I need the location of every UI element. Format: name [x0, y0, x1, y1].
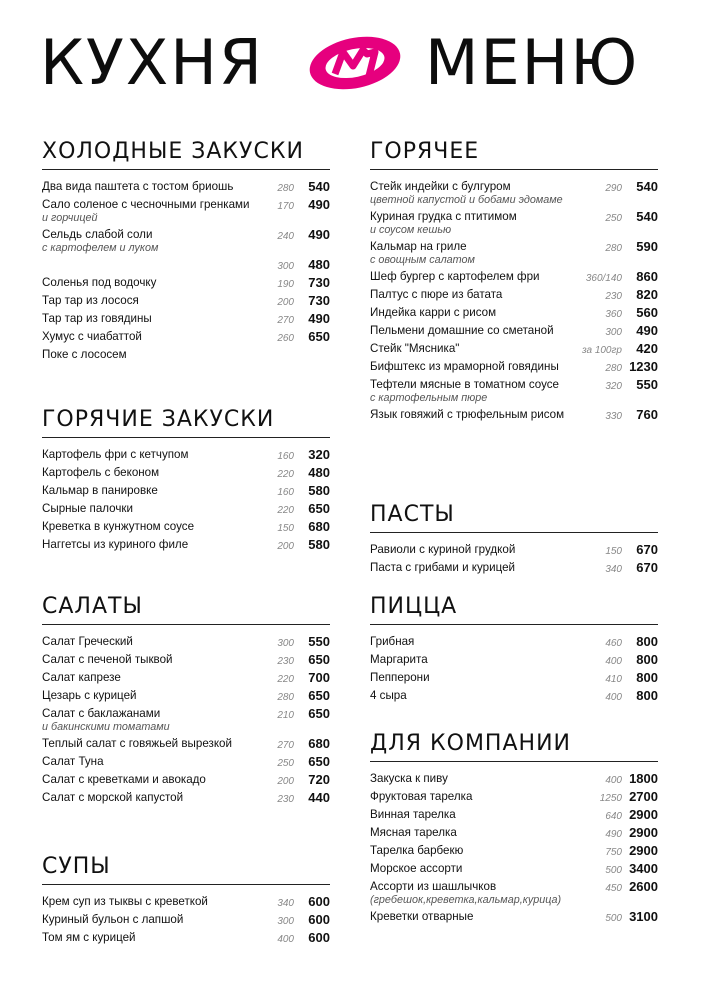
item-price: 720	[308, 772, 330, 787]
section-title: ГОРЯЧЕЕ	[370, 135, 658, 170]
item-weight: 640	[605, 811, 622, 822]
menu-item	[370, 649, 658, 667]
menu-item	[42, 667, 330, 685]
item-name: Крем суп из тыквы с креветкой	[42, 895, 208, 908]
menu-item	[42, 254, 330, 272]
menu-section	[370, 590, 658, 703]
item-weight: 160	[277, 451, 294, 462]
item-name: Теплый салат с говяжьей вырезкой	[42, 737, 232, 750]
item-weight: 170	[277, 201, 294, 212]
item-price: 730	[308, 293, 330, 308]
item-name: Морское ассорти	[370, 862, 463, 875]
item-weight: 240	[277, 231, 294, 242]
menu-item	[42, 498, 330, 516]
item-name: Салат с креветками и авокадо	[42, 773, 206, 786]
item-name: Сельдь слабой соли	[42, 228, 153, 241]
item-name: Маргарита	[370, 653, 428, 666]
item-weight: 300	[277, 916, 294, 927]
menu-item	[42, 326, 330, 344]
item-price: 650	[308, 688, 330, 703]
menu-item	[370, 667, 658, 685]
item-price: 2600	[629, 879, 658, 894]
item-weight: 270	[277, 740, 294, 751]
item-name: Фруктовая тарелка	[370, 790, 473, 803]
item-name: Язык говяжий с трюфельным рисом	[370, 408, 565, 421]
item-weight: 250	[605, 213, 622, 224]
item-price: 680	[308, 736, 330, 751]
menu-item	[42, 290, 330, 308]
menu-section	[42, 135, 330, 362]
item-weight: 220	[277, 505, 294, 516]
item-weight: 220	[277, 469, 294, 480]
menu-item	[370, 631, 658, 649]
item-name: Паста с грибами и курицей	[370, 561, 516, 574]
item-price: 3100	[629, 909, 658, 924]
item-name: Стейк индейки с булгуром	[370, 180, 511, 193]
item-price: 800	[636, 634, 658, 649]
item-description: с овощным салатом	[370, 254, 475, 266]
item-price: 490	[636, 323, 658, 338]
menu-item	[42, 444, 330, 462]
menu-item	[42, 176, 330, 194]
item-price: 2900	[629, 843, 658, 858]
item-weight: 400	[605, 656, 622, 667]
item-name: Салат с морской капустой	[42, 791, 184, 804]
menu-item	[370, 320, 658, 338]
item-weight: 290	[605, 183, 622, 194]
item-name: Грибная	[370, 635, 415, 648]
item-name: Цезарь с курицей	[42, 689, 137, 702]
item-price: 1230	[629, 359, 658, 374]
item-weight: 280	[605, 243, 622, 254]
item-name: Картофель фри с кетчупом	[42, 448, 189, 461]
menu-item	[370, 266, 658, 284]
item-price: 480	[308, 257, 330, 272]
item-name: Тар тар из говядины	[42, 312, 152, 325]
item-price: 580	[308, 537, 330, 552]
item-price: 480	[308, 465, 330, 480]
title-menu: МЕНЮ	[425, 26, 640, 99]
item-price: 540	[636, 209, 658, 224]
menu-header	[0, 28, 711, 98]
menu-item	[42, 480, 330, 498]
item-price: 2900	[629, 807, 658, 822]
item-weight: 450	[605, 883, 622, 894]
menu-section	[42, 590, 330, 805]
menu-item	[370, 539, 658, 557]
section-title: САЛАТЫ	[42, 590, 330, 625]
item-weight: 280	[277, 183, 294, 194]
menu-item	[370, 284, 658, 302]
item-weight: 150	[605, 546, 622, 557]
item-price: 650	[308, 706, 330, 721]
menu-item	[370, 404, 658, 422]
menu-item	[370, 236, 658, 266]
section-title: ПИЦЦА	[370, 590, 658, 625]
item-price: 540	[308, 179, 330, 194]
item-price: 580	[308, 483, 330, 498]
item-name: Тефтели мясные в томатном соусе	[370, 378, 559, 391]
item-weight: 500	[605, 913, 622, 924]
item-weight: 360/140	[585, 273, 622, 284]
item-weight: 340	[605, 564, 622, 575]
item-weight: 400	[605, 692, 622, 703]
item-name: Кальмар в панировке	[42, 484, 158, 497]
section-title: ХОЛОДНЫЕ ЗАКУСКИ	[42, 135, 330, 170]
item-price: 730	[308, 275, 330, 290]
menu-section	[42, 850, 330, 945]
item-price: 800	[636, 688, 658, 703]
item-description: с картофелем и луком	[42, 242, 159, 254]
item-name: Шеф бургер с картофелем фри	[370, 270, 540, 283]
item-price: 600	[308, 930, 330, 945]
item-price: 2900	[629, 825, 658, 840]
item-name: Сало соленое с чесночными гренками	[42, 198, 250, 211]
menu-item	[370, 206, 658, 236]
item-weight: 300	[605, 327, 622, 338]
item-name: Салат с баклажанами	[42, 707, 161, 720]
item-price: 540	[636, 179, 658, 194]
item-price: 2700	[629, 789, 658, 804]
item-description: с картофельным пюре	[370, 392, 488, 404]
item-price: 490	[308, 197, 330, 212]
menu-item	[370, 840, 658, 858]
item-name: Куриный бульон с лапшой	[42, 913, 184, 926]
item-weight: 400	[277, 934, 294, 945]
item-name: Кальмар на гриле	[370, 240, 467, 253]
section-title: ПАСТЫ	[370, 498, 658, 533]
item-price: 600	[308, 894, 330, 909]
item-price: 420	[636, 341, 658, 356]
item-name: Два вида паштета с тостом бриошь	[42, 180, 234, 193]
item-price: 440	[308, 790, 330, 805]
item-weight: 230	[277, 794, 294, 805]
menu-item	[370, 768, 658, 786]
item-name: Ассорти из шашлычков	[370, 880, 497, 893]
item-weight: 150	[277, 523, 294, 534]
item-name: Бифштекс из мраморной говядины	[370, 360, 559, 373]
menu-item	[42, 308, 330, 326]
item-name: Соленья под водочку	[42, 276, 157, 289]
menu-item	[42, 462, 330, 480]
item-weight: 210	[277, 710, 294, 721]
item-name: Куриная грудка с птитимом	[370, 210, 517, 223]
item-price: 670	[636, 560, 658, 575]
item-weight: 330	[605, 411, 622, 422]
item-name: 4 сыра	[370, 689, 407, 702]
item-name: Тар тар из лосося	[42, 294, 139, 307]
item-weight: 230	[277, 656, 294, 667]
item-weight: 280	[277, 692, 294, 703]
menu-item	[370, 176, 658, 206]
item-price: 650	[308, 501, 330, 516]
title-kitchen: КУХНЯ	[40, 26, 264, 99]
item-weight: 500	[605, 865, 622, 876]
menu-item	[370, 557, 658, 575]
menu-section	[42, 403, 330, 552]
item-price: 590	[636, 239, 658, 254]
item-weight: 1250	[599, 793, 622, 804]
menu-item	[370, 374, 658, 404]
item-weight: 190	[277, 279, 294, 290]
item-price: 550	[308, 634, 330, 649]
menu-item	[370, 858, 658, 876]
item-price: 490	[308, 311, 330, 326]
item-price: 800	[636, 670, 658, 685]
item-weight: 750	[605, 847, 622, 858]
menu-item	[42, 891, 330, 909]
item-price: 320	[308, 447, 330, 462]
item-weight: 360	[605, 309, 622, 320]
menu-section	[370, 135, 658, 422]
item-name: Картофель с беконом	[42, 466, 160, 479]
item-weight: 200	[277, 541, 294, 552]
item-price: 800	[636, 652, 658, 667]
item-weight: 200	[277, 297, 294, 308]
menu-item	[370, 876, 658, 906]
menu-item	[370, 338, 658, 356]
section-title: ДЛЯ КОМПАНИИ	[370, 727, 658, 762]
menu-item	[42, 787, 330, 805]
item-price: 1800	[629, 771, 658, 786]
item-weight: за 100гр	[581, 345, 622, 356]
item-name: Салат капрезе	[42, 671, 121, 684]
item-price: 650	[308, 754, 330, 769]
item-price: 650	[308, 652, 330, 667]
item-weight: 280	[605, 363, 622, 374]
item-name: Салат с печеной тыквой	[42, 653, 173, 666]
item-name: Мясная тарелка	[370, 826, 457, 839]
item-weight: 460	[605, 638, 622, 649]
item-name: Индейка карри с рисом	[370, 306, 497, 319]
menu-item	[42, 516, 330, 534]
menu-item	[370, 356, 658, 374]
item-weight: 410	[605, 674, 622, 685]
item-name: Том ям с курицей	[42, 931, 136, 944]
menu-item	[42, 224, 330, 254]
item-name: Стейк "Мясника"	[370, 342, 460, 355]
menu-item	[42, 534, 330, 552]
item-description: и соусом кешью	[370, 224, 452, 236]
item-weight: 270	[277, 315, 294, 326]
item-price: 860	[636, 269, 658, 284]
item-description: (гребешок,креветка,кальмар,курица)	[370, 894, 562, 906]
menu-item	[42, 769, 330, 787]
menu-section	[370, 727, 658, 924]
item-price: 650	[308, 329, 330, 344]
menu-item	[42, 272, 330, 290]
item-price: 820	[636, 287, 658, 302]
item-name: Салат Греческий	[42, 635, 133, 648]
menu-item	[370, 685, 658, 703]
menu-item	[370, 302, 658, 320]
item-weight: 300	[277, 261, 294, 272]
menu-item	[42, 733, 330, 751]
item-name: Тарелка барбекю	[370, 844, 464, 857]
item-name: Пельмени домашние со сметаной	[370, 324, 554, 337]
menu-item	[42, 194, 330, 224]
menu-item	[42, 909, 330, 927]
item-name: Равиоли с куриной грудкой	[370, 543, 516, 556]
brand-logo	[305, 32, 405, 94]
item-price: 670	[636, 542, 658, 557]
menu-item	[370, 906, 658, 924]
item-name: Палтус с пюре из батата	[370, 288, 503, 301]
item-weight: 400	[605, 775, 622, 786]
section-title: ГОРЯЧИЕ ЗАКУСКИ	[42, 403, 330, 438]
item-name: Сырные палочки	[42, 502, 133, 515]
item-weight: 490	[605, 829, 622, 840]
item-weight: 230	[605, 291, 622, 302]
item-weight: 300	[277, 638, 294, 649]
menu-item	[42, 685, 330, 703]
item-weight: 200	[277, 776, 294, 787]
item-description: и горчицей	[42, 212, 98, 224]
item-price: 700	[308, 670, 330, 685]
menu-item	[370, 804, 658, 822]
menu-item	[42, 344, 330, 362]
item-name: Креветка в кунжутном соусе	[42, 520, 195, 533]
item-name: Закуска к пиву	[370, 772, 448, 785]
menu-item	[370, 822, 658, 840]
item-weight: 340	[277, 898, 294, 909]
item-price: 560	[636, 305, 658, 320]
item-price: 3400	[629, 861, 658, 876]
menu-item	[370, 786, 658, 804]
item-name: Креветки отварные	[370, 910, 474, 923]
item-weight: 260	[277, 333, 294, 344]
item-price: 760	[636, 407, 658, 422]
item-name: Пепперони	[370, 671, 430, 684]
item-weight: 320	[605, 381, 622, 392]
item-name: Хумус с чиабаттой	[42, 330, 142, 343]
menu-section	[370, 498, 658, 575]
item-price: 600	[308, 912, 330, 927]
item-name: Наггетсы из куриного филе	[42, 538, 189, 551]
item-description: и бакинскими томатами	[42, 721, 170, 733]
menu-item	[42, 751, 330, 769]
item-name: Поке с лососем	[42, 348, 127, 361]
item-price: 550	[636, 377, 658, 392]
item-weight: 160	[277, 487, 294, 498]
item-price: 680	[308, 519, 330, 534]
item-description: цветной капустой и бобами эдомаме	[370, 194, 563, 206]
menu-item	[42, 649, 330, 667]
item-weight: 250	[277, 758, 294, 769]
item-price: 490	[308, 227, 330, 242]
menu-item	[42, 703, 330, 733]
section-title: СУПЫ	[42, 850, 330, 885]
item-name: Винная тарелка	[370, 808, 456, 821]
menu-item	[42, 631, 330, 649]
item-weight: 220	[277, 674, 294, 685]
item-name: Салат Туна	[42, 755, 104, 768]
menu-item	[42, 927, 330, 945]
